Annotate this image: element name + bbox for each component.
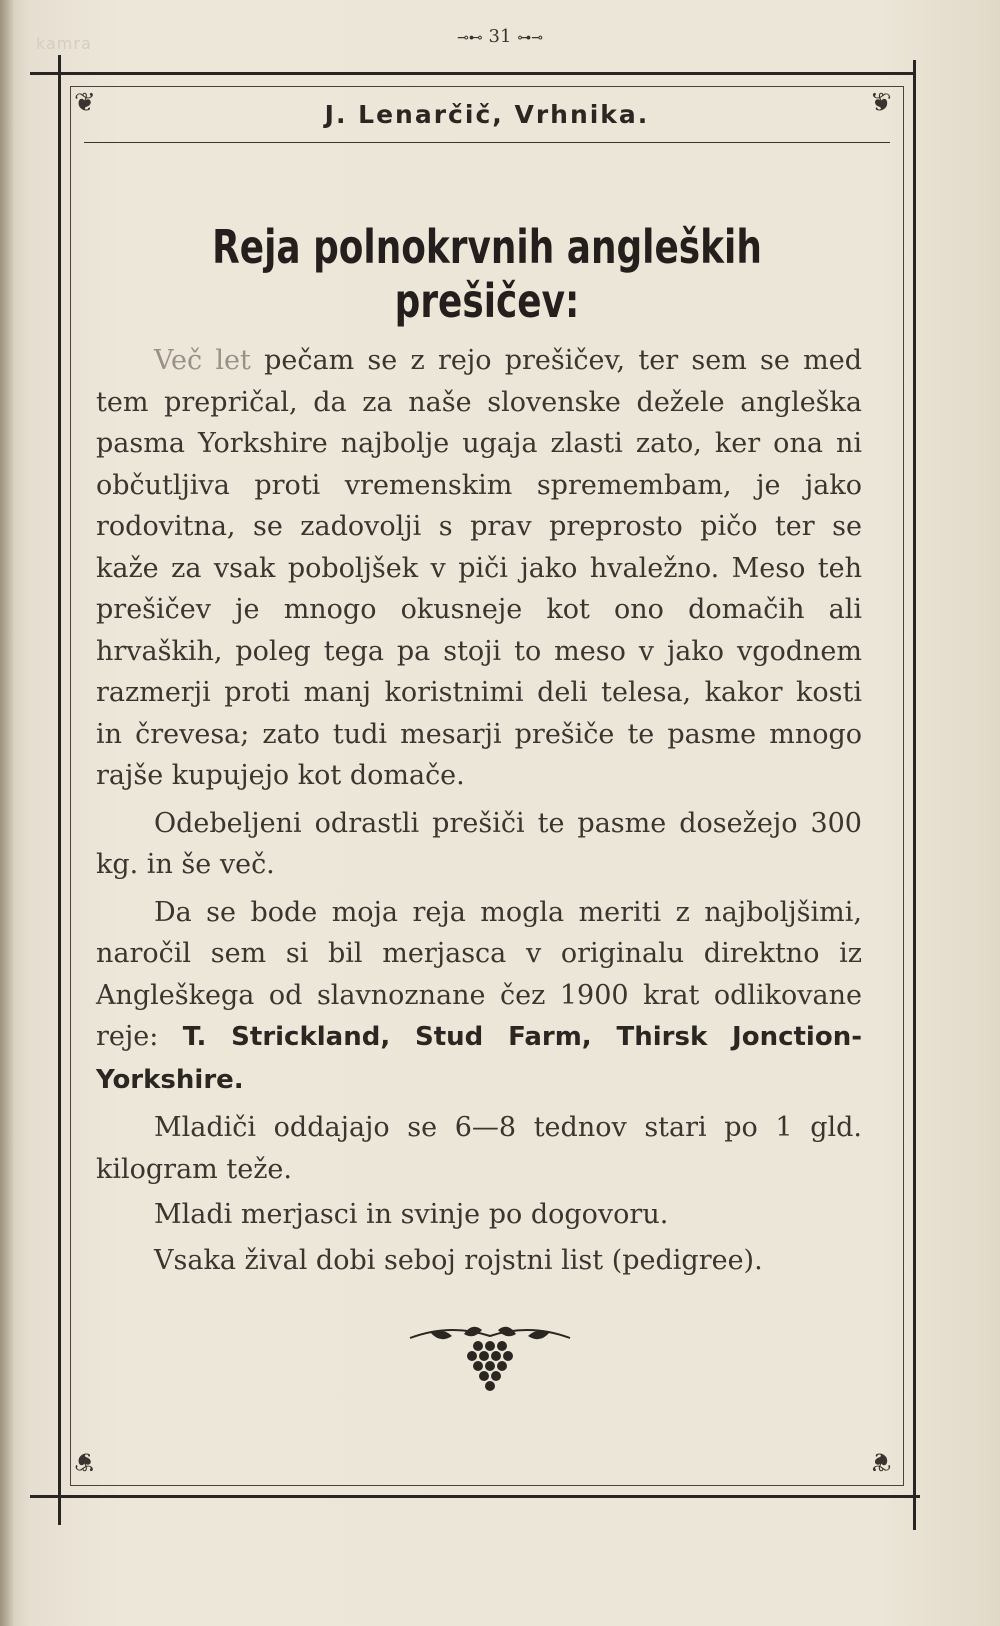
article-body: [96, 340, 862, 1281]
right-rule: [913, 60, 916, 1530]
paragraph-text: pečam se z rejo prešičev, ter sem se med tem prepričal, da za naše slovenske dežele angleška pasma Yorkshire najbolje ugaja zlasti zato, ker ona ni občutljiva proti vremenskim spremembam, je jako rodovitna, se zadovolji s prav preprosto pičo ter se kaže za vsak poboljšek v piči jako hvaležno. Meso teh prešičev je mnogo okusneje kot ono domačih ali hrvaških, poleg tega pa stoji to meso v jako vgodnem razmerji proti manj koristnimi deli telesa, kakor kosti in črevesa; zato tudi mesarji prešiče te pasme mnogo rajše kupujejo kot domače.: [96, 345, 862, 791]
page-number-line: [0, 26, 1000, 47]
grape-vignette-icon: [400, 1318, 580, 1398]
page-title: Reja polnokrvnih angleških prešičev:: [212, 220, 762, 328]
paragraph-1: [96, 340, 862, 797]
bottom-rule: [30, 1495, 920, 1498]
faded-text: Več let: [154, 345, 251, 376]
paragraph-3: [96, 892, 862, 1102]
ornament-left-icon: ⊸⊷: [457, 30, 483, 46]
page-number: 31: [488, 26, 512, 47]
paragraph-6: Vsaka žival dobi seboj rojstni list (pedigree).: [154, 1244, 763, 1276]
watermark: kamra: [36, 34, 92, 53]
spine-shadow: [0, 0, 14, 1626]
left-rule: [58, 55, 61, 1525]
paragraph-2: Odebeljeni odrastli prešiči te pasme dosežejo 300 kg. in še več.: [96, 807, 862, 880]
header-rule: [84, 142, 890, 143]
paragraph-5: Mladi merjasci in svinje po dogovoru.: [154, 1199, 669, 1230]
header-title: J. Lenarčič, Vrhnika.: [324, 100, 650, 129]
corner-ornament-icon: ❦: [870, 88, 892, 118]
ornament-right-icon: ⊶⊸: [517, 30, 543, 46]
top-rule: [30, 72, 888, 75]
paragraph-text: Da se bode moja reja mogla meriti z najboljšimi, naročil sem si bil merjasca v originalu direktno iz Angleškega od slavnoznane čez 1900 krat odlikovane reje:: [96, 896, 862, 1052]
breeder-name: T. Strickland, Stud Farm, Thirsk Jonction-Yorkshire.: [96, 1022, 863, 1095]
corner-ornament-icon: ❦: [74, 1446, 96, 1476]
corner-ornament-icon: ❦: [74, 88, 96, 118]
paragraph-4: Mladiči oddajajo se 6—8 tednov stari po 1 gld. kilogram teže.: [96, 1112, 862, 1185]
corner-ornament-icon: ❦: [870, 1446, 892, 1476]
